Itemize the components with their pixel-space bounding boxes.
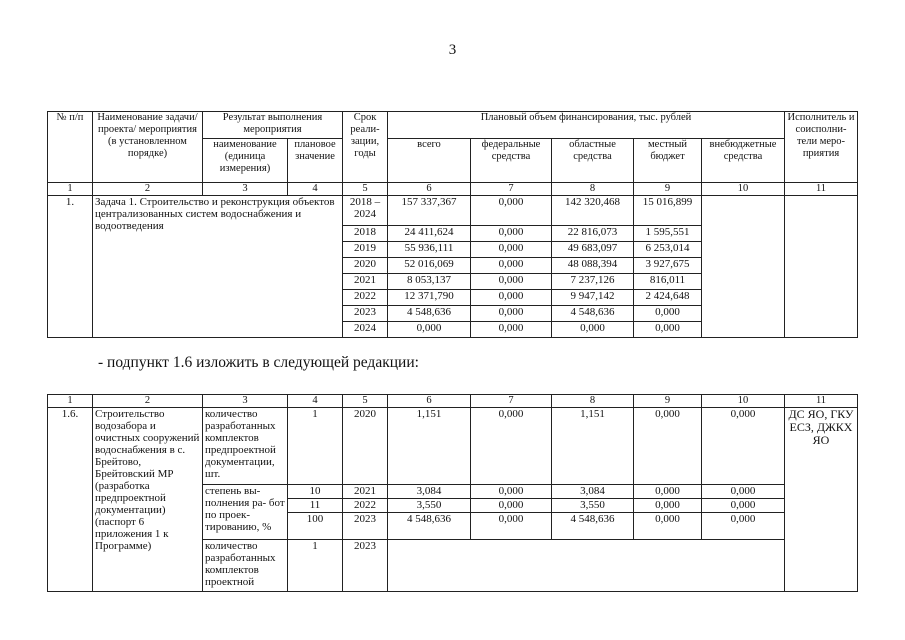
year-cell: 2018 – 2024 <box>343 196 388 226</box>
result-value: 10 <box>288 485 343 499</box>
header-executor: Исполнитель и соисполни- тели меро- приятия <box>785 112 858 183</box>
col-number: 4 <box>288 395 343 408</box>
col-number: 11 <box>785 183 858 196</box>
header-result-name: наименование (единица измерения) <box>203 139 288 183</box>
col-number: 4 <box>288 183 343 196</box>
regional-cell: 49 683,097 <box>552 242 634 258</box>
federal-cell: 0,000 <box>471 258 552 274</box>
col-number: 9 <box>634 395 702 408</box>
local-cell: 0,000 <box>634 513 702 540</box>
total-cell: 24 411,624 <box>388 226 471 242</box>
federal-cell: 0,000 <box>471 322 552 338</box>
header-federal: федеральные средства <box>471 139 552 183</box>
regional-cell: 4 548,636 <box>552 513 634 540</box>
federal-cell: 0,000 <box>471 513 552 540</box>
local-cell: 1 595,551 <box>634 226 702 242</box>
header-local: местный бюджет <box>634 139 702 183</box>
local-cell: 6 253,014 <box>634 242 702 258</box>
result-name: степень вы- полнения ра- бот по проек- тированию, % <box>203 485 288 540</box>
header-result: Результат выполнения мероприятия <box>203 112 343 139</box>
year-cell: 2018 <box>343 226 388 242</box>
year-cell: 2024 <box>343 322 388 338</box>
total-cell: 52 016,069 <box>388 258 471 274</box>
regional-cell: 48 088,394 <box>552 258 634 274</box>
col-number: 5 <box>343 183 388 196</box>
local-cell: 816,011 <box>634 274 702 290</box>
extra-cell: 0,000 <box>702 513 785 540</box>
col-number: 1 <box>48 395 93 408</box>
total-cell: 1,151 <box>388 408 471 485</box>
local-cell: 2 424,648 <box>634 290 702 306</box>
year-cell: 2021 <box>343 485 388 499</box>
regional-cell: 7 237,126 <box>552 274 634 290</box>
header-result-value: плановое значение <box>288 139 343 183</box>
header-regional: областные средства <box>552 139 634 183</box>
col-number: 10 <box>702 183 785 196</box>
col-number: 6 <box>388 395 471 408</box>
col-number: 5 <box>343 395 388 408</box>
total-cell: 0,000 <box>388 322 471 338</box>
col-number: 8 <box>552 183 634 196</box>
federal-cell: 0,000 <box>471 306 552 322</box>
local-cell: 0,000 <box>634 322 702 338</box>
regional-cell: 3,550 <box>552 499 634 513</box>
local-cell: 0,000 <box>634 306 702 322</box>
federal-cell: 0,000 <box>471 499 552 513</box>
federal-cell: 0,000 <box>471 485 552 499</box>
year-cell: 2023 <box>343 540 388 592</box>
extra-cell: 0,000 <box>702 408 785 485</box>
financing-table-task1 <box>47 111 858 338</box>
year-cell: 2022 <box>343 290 388 306</box>
col-number: 9 <box>634 183 702 196</box>
task-name: Задача 1. Строительство и реконструкция объектов централизованных систем водоснабжения и водоотведения <box>93 196 343 338</box>
total-cell: 4 548,636 <box>388 306 471 322</box>
result-value: 11 <box>288 499 343 513</box>
header-term: Срок реали- зации, годы <box>343 112 388 183</box>
total-cell: 3,084 <box>388 485 471 499</box>
local-cell: 15 016,899 <box>634 196 702 226</box>
year-cell: 2019 <box>343 242 388 258</box>
page-number: 3 <box>448 42 457 58</box>
regional-cell: 3,084 <box>552 485 634 499</box>
year-cell: 2023 <box>343 306 388 322</box>
extra-cell: 0,000 <box>702 485 785 499</box>
total-cell: 4 548,636 <box>388 513 471 540</box>
total-cell: 12 371,790 <box>388 290 471 306</box>
executor-cell <box>785 196 858 338</box>
regional-cell: 142 320,468 <box>552 196 634 226</box>
local-cell: 3 927,675 <box>634 258 702 274</box>
header-financing: Плановый объем финансирования, тыс. рублей <box>388 112 785 139</box>
regional-cell: 9 947,142 <box>552 290 634 306</box>
col-number: 1 <box>48 183 93 196</box>
year-cell: 2022 <box>343 499 388 513</box>
executor-cell: ДС ЯО, ГКУ ЕСЗ, ДЖКХ ЯО <box>785 408 858 592</box>
result-name: количество разработанных комплектов проектной <box>203 540 288 592</box>
regional-cell: 4 548,636 <box>552 306 634 322</box>
col-number: 2 <box>93 183 203 196</box>
col-number: 2 <box>93 395 203 408</box>
empty-financing-cell <box>388 540 785 592</box>
financing-table-item-1-6 <box>47 394 858 592</box>
header-extra: внебюджетные средства <box>702 139 785 183</box>
regional-cell: 22 816,073 <box>552 226 634 242</box>
federal-cell: 0,000 <box>471 408 552 485</box>
header-num: № п/п <box>48 112 93 183</box>
federal-cell: 0,000 <box>471 290 552 306</box>
local-cell: 0,000 <box>634 499 702 513</box>
result-name: количество разработанных комплектов предпроектной документации, шт. <box>203 408 288 485</box>
col-number: 11 <box>785 395 858 408</box>
regional-cell: 1,151 <box>552 408 634 485</box>
col-number: 7 <box>471 395 552 408</box>
year-cell: 2021 <box>343 274 388 290</box>
header-total: всего <box>388 139 471 183</box>
item-num: 1.6. <box>48 408 93 592</box>
item-name: Строительство водозабора и очистных сооружений водоснабжения в с. Брейтово, Брейтовский МР (разработка предпроектной документации) (паспорт 6 приложения 1 к Программе) <box>93 408 203 592</box>
total-cell: 55 936,111 <box>388 242 471 258</box>
col-number: 8 <box>552 395 634 408</box>
federal-cell: 0,000 <box>471 226 552 242</box>
regional-cell: 0,000 <box>552 322 634 338</box>
col-number: 6 <box>388 183 471 196</box>
result-value: 100 <box>288 513 343 540</box>
total-cell: 157 337,367 <box>388 196 471 226</box>
task-num: 1. <box>48 196 93 338</box>
total-cell: 3,550 <box>388 499 471 513</box>
result-value: 1 <box>288 540 343 592</box>
year-cell: 2020 <box>343 258 388 274</box>
result-value: 1 <box>288 408 343 485</box>
extra-cell: 0,000 <box>702 499 785 513</box>
extra-cell <box>702 196 785 338</box>
header-name: Наименование задачи/проекта/ мероприятия (в установленном порядке) <box>93 112 203 183</box>
amendment-note: - подпункт 1.6 изложить в следующей редакции: <box>98 354 419 371</box>
year-cell: 2023 <box>343 513 388 540</box>
local-cell: 0,000 <box>634 408 702 485</box>
year-cell: 2020 <box>343 408 388 485</box>
col-number: 3 <box>203 395 288 408</box>
federal-cell: 0,000 <box>471 274 552 290</box>
local-cell: 0,000 <box>634 485 702 499</box>
total-cell: 8 053,137 <box>388 274 471 290</box>
federal-cell: 0,000 <box>471 196 552 226</box>
col-number: 3 <box>203 183 288 196</box>
col-number: 10 <box>702 395 785 408</box>
col-number: 7 <box>471 183 552 196</box>
federal-cell: 0,000 <box>471 242 552 258</box>
